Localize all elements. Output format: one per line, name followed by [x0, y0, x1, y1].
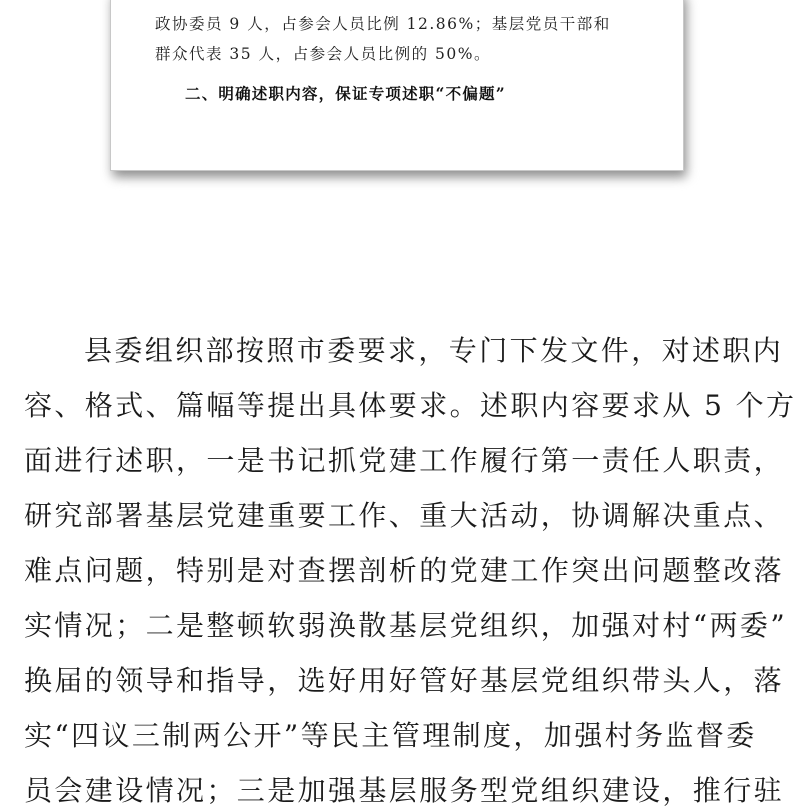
paragraph-line: 换届的领导和指导，选好用好管好基层党组织带头人，落	[24, 664, 785, 697]
paragraph-line: 研究部署基层党建重要工作、重大活动，协调解决重点、	[24, 499, 785, 532]
paragraph-line: 县委组织部按照市委要求，专门下发文件，对述职内	[84, 334, 784, 367]
paragraph-line: 容、格式、篇幅等提出具体要求。述职内容要求从 5 个方	[24, 389, 797, 422]
card-text-line: 群众代表 35 人，占参会人员比例的 50%。	[155, 45, 491, 63]
paragraph-line: 实情况；二是整顿软弱涣散基层党组织，加强对村“两委”	[24, 609, 788, 642]
section-heading: 二、明确述职内容，保证专项述职“不偏题”	[185, 84, 506, 103]
paragraph-line: 员会建设情况；三是加强基层服务型党组织建设，推行驻	[24, 774, 785, 807]
paragraph-line: 难点问题，特别是对查摆剖析的党建工作突出问题整改落	[24, 554, 785, 587]
paragraph-line: 面进行述职，一是书记抓党建工作履行第一责任人职责，	[24, 444, 785, 477]
card-text-line: 政协委员 9 人，占参会人员比例 12.86%；基层党员干部和	[155, 15, 611, 33]
paragraph-line: 实“四议三制两公开”等民主管理制度，加强村务监督委	[24, 719, 757, 752]
